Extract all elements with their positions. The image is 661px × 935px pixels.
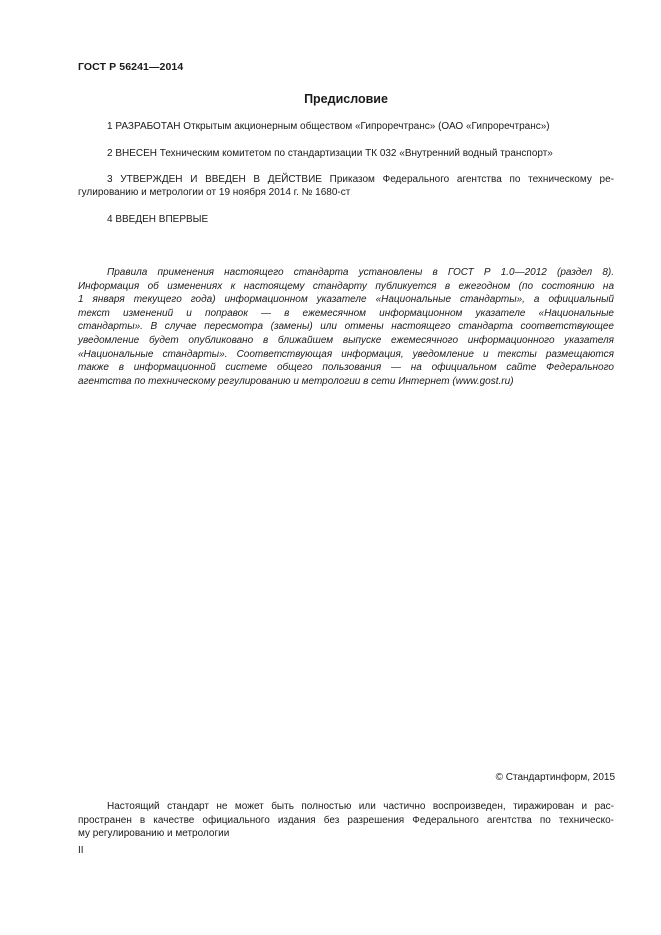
foreword-item-3-line-2: гулированию и метрологии от 19 ноября 2014 г. № 1680-ст <box>78 187 351 198</box>
notice-line-9: агентства по техническому регулированию и метрологии в сети Интернет (www.gost.ru) <box>78 375 514 387</box>
foreword-item-3 <box>78 173 614 199</box>
copyright-line: © Стандартинформ, 2015 <box>495 772 615 783</box>
foreword-item-1 <box>78 120 614 133</box>
foreword-item-2 <box>78 147 614 160</box>
notice-line-7: «Национальные стандарты». Соответствующая информация, уведомление и тексты размещаются <box>78 348 614 360</box>
footer-line-3: му регулированию и метрологии <box>78 828 230 840</box>
notice-line-8: также в информационной системе общего пользования — на официальном сайте Федерального <box>78 362 614 374</box>
footer-line-2: пространен в качестве официального издания без разрешения Федерального агентства по техническо- <box>78 814 614 826</box>
standard-notice <box>78 266 614 388</box>
foreword-item-4-line-1: 4 ВВЕДЕН ВПЕРВЫЕ <box>107 214 209 225</box>
foreword-item-3-line-1: 3 УТВЕРЖДЕН И ВВЕДЕН В ДЕЙСТВИЕ Приказом Федерального агентства по техническому ре- <box>107 174 614 185</box>
notice-line-5: стандарты». В случае пересмотра (замены) или отмены настоящего стандарта соответствующее <box>78 321 614 333</box>
page-number: II <box>78 845 84 856</box>
notice-line-6: уведомление будет опубликовано в ближайшем выпуске ежемесячного информационного указателя <box>78 334 614 346</box>
reproduction-notice <box>78 800 614 841</box>
section-title: Предисловие <box>304 92 388 106</box>
notice-line-1: Правила применения настоящего стандарта установлены в ГОСТ Р 1.0—2012 (раздел 8). <box>107 267 614 278</box>
foreword-item-1-line-1: 1 РАЗРАБОТАН Открытым акционерным обществом «Гипроречтранс» (ОАО «Гипроречтранс») <box>107 121 550 132</box>
notice-line-3: 1 января текущего года) информационном указателе «Национальные стандарты», а официальный <box>78 294 614 306</box>
notice-line-4: текст изменений и поправок — в ежемесячном информационном указателе «Национальные <box>78 307 614 319</box>
document-header: ГОСТ Р 56241—2014 <box>78 61 184 73</box>
foreword-item-2-line-1: 2 ВНЕСЕН Техническим комитетом по стандартизации ТК 032 «Внутренний водный транспорт» <box>107 148 553 159</box>
foreword-item-4 <box>78 213 614 226</box>
footer-line-1: Настоящий стандарт не может быть полностью или частично воспроизведен, тиражирован и рас- <box>107 801 614 812</box>
notice-line-2: Информация об изменениях к настоящему стандарту публикуется в ежегодном (по состоянию на <box>78 280 614 292</box>
